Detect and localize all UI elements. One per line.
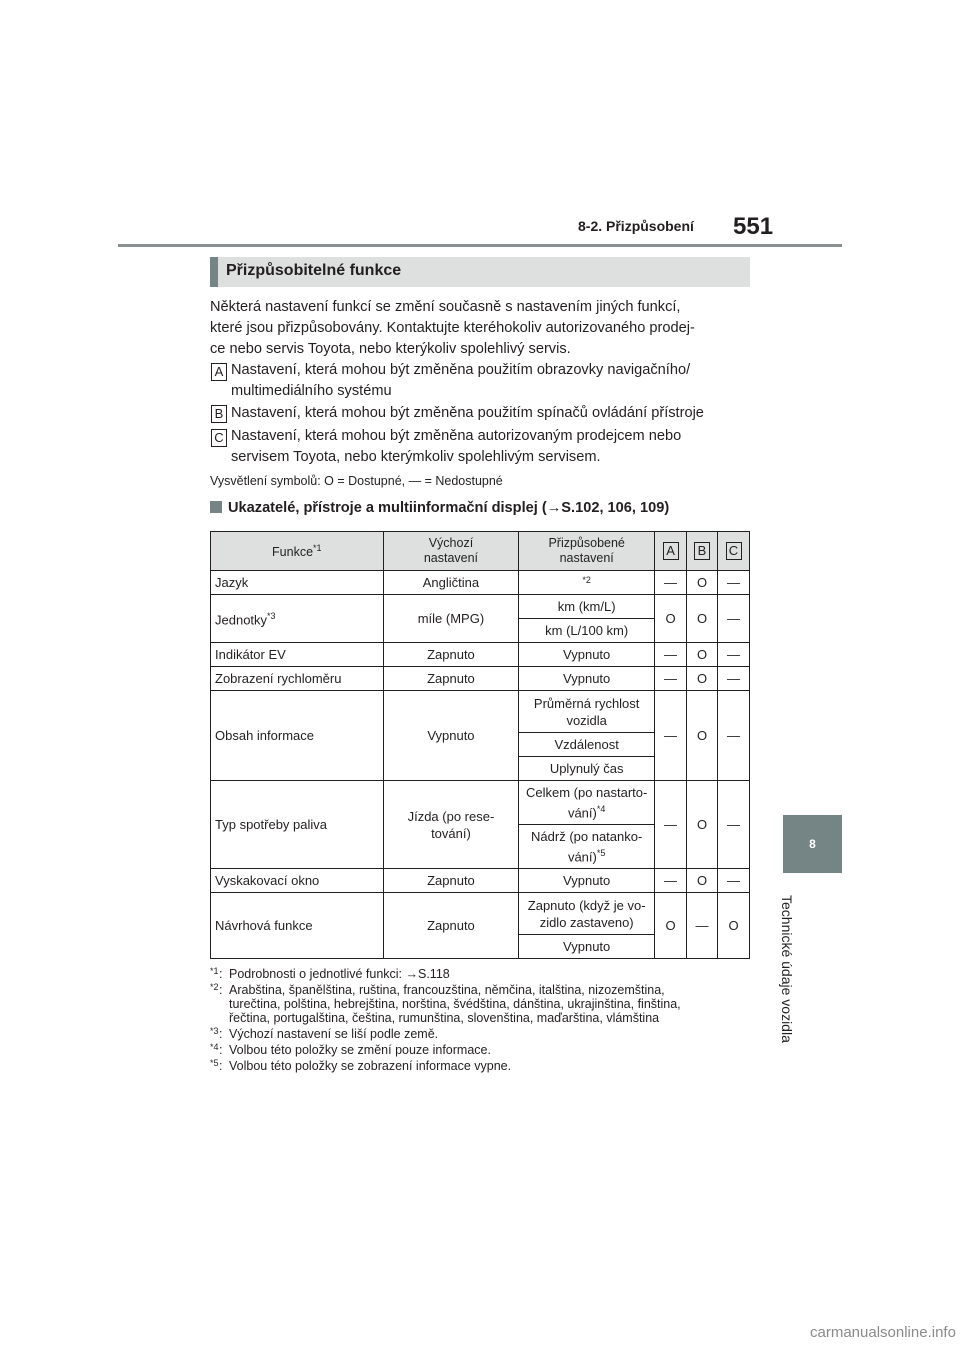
section-title-box [210,257,750,287]
table-row: Vypnuto [211,935,750,959]
header-a: A [655,532,687,571]
item-c-text [231,426,756,468]
table-row: Nádrž (po natanko- vání)$^{*5}$ [211,825,750,869]
section-title: Přizpůsobitelné funkce [226,262,402,279]
letter-b-icon: B [211,405,227,423]
table-row: Vzdálenost [211,733,750,757]
header-function: Funkce$^{*1}$ [211,532,384,571]
table-row: Jazyk Angličtina $^{*2}$ — O — [211,571,750,595]
intro-line: ce nebo servis Toyota, nebo kterýkoliv spolehlivý servis. [210,341,571,357]
chapter-title-text: Technické údaje vozidla [779,895,795,1043]
table-row: Indikátor EV Zapnuto Vypnuto — O — [211,643,750,667]
table-row: Uplynulý čas [211,757,750,781]
header-divider [118,244,842,247]
header-b: B [687,532,718,571]
footnotes [210,967,760,1075]
title-accent-bar [210,257,218,287]
page-number: 551 [733,213,774,240]
intro-line: Některá nastavení funkcí se změní současně s nastavením jiných funkcí, [210,299,681,315]
table-row: Jednotky$^{*3}$ míle (MPG) km (km/L) O O — [211,595,750,619]
item-b-text [231,403,756,424]
footnote: *1 : Podrobnosti o jednotlivé funkci: →S.118 [210,966,450,981]
symbol-legend: Vysvětlení symbolů: O = Dostupné, — = Nedostupné [210,474,503,488]
item-a-line2: multimediálního systému [231,383,392,399]
table-header-row [211,532,750,571]
footnote: *5 : Volbou této položky se zobrazení informace vypne. [210,1058,512,1073]
item-a-line1: Nastavení, která mohou být změněna použitím obrazovky navigačního/ [231,362,691,378]
item-c-line1: Nastavení, která mohou být změněna autorizovaným prodejcem nebo [231,428,682,444]
footnote: *3 : Výchozí nastavení se liší podle země. [210,1026,439,1041]
letter-a-icon: A [211,363,227,381]
item-c-line2: servisem Toyota, nebo kterýmkoliv spolehlivým servisem. [231,449,601,465]
intro-paragraph [210,297,755,360]
header-c: C [718,532,750,571]
header-default: Výchozí nastavení [383,532,519,571]
header-custom: Přizpůsobené nastavení [519,532,655,571]
chapter-title [765,895,825,1055]
footnote: *2 : Arabština, španělština, ruština, francouzština, němčina, italština, nizozemština, turečtina, polština, hebrejština, norština, švédština, dánština, ukrajinština, finština, řečtina, portugalština, čeština, rumunština, slovenština, maďarština, vlámština [210,982,681,1025]
table-row: Typ spotřeby paliva Jízda (po rese- tování) Celkem (po nastarto- vání)$^{*4}$ — O — [211,781,750,825]
item-a-text [231,360,756,402]
subheading [210,500,669,516]
chapter-number: 8 [809,837,816,851]
table-row: km (L/100 km) [211,619,750,643]
table-row: Obsah informace Vypnuto Průměrná rychlost vozidla — O — [211,691,750,733]
table-row: Vyskakovací okno Zapnuto Vypnuto — O — [211,869,750,893]
square-bullet-icon [210,501,222,513]
subheading-text: Ukazatelé, přístroje a multiinformační displej (→S.102, 106, 109) [228,500,670,516]
section-label: 8-2. Přizpůsobení [578,218,694,234]
customization-table [210,531,750,959]
letter-c-icon: C [211,429,227,447]
chapter-tab [783,815,842,873]
item-b-line1: Nastavení, která mohou být změněna použitím spínačů ovládání přístroje [231,405,704,421]
intro-line: které jsou přizpůsobovány. Kontaktujte kteréhokoliv autorizovaného prodej- [210,320,695,336]
table-row: Zobrazení rychloměru Zapnuto Vypnuto — O — [211,667,750,691]
table-row: Návrhová funkce Zapnuto Zapnuto (když je vo- zidlo zastaveno) O — O [211,893,750,935]
watermark: carmanualsonline.info [810,1324,956,1341]
footnote: *4 : Volbou této položky se změní pouze informace. [210,1042,491,1057]
